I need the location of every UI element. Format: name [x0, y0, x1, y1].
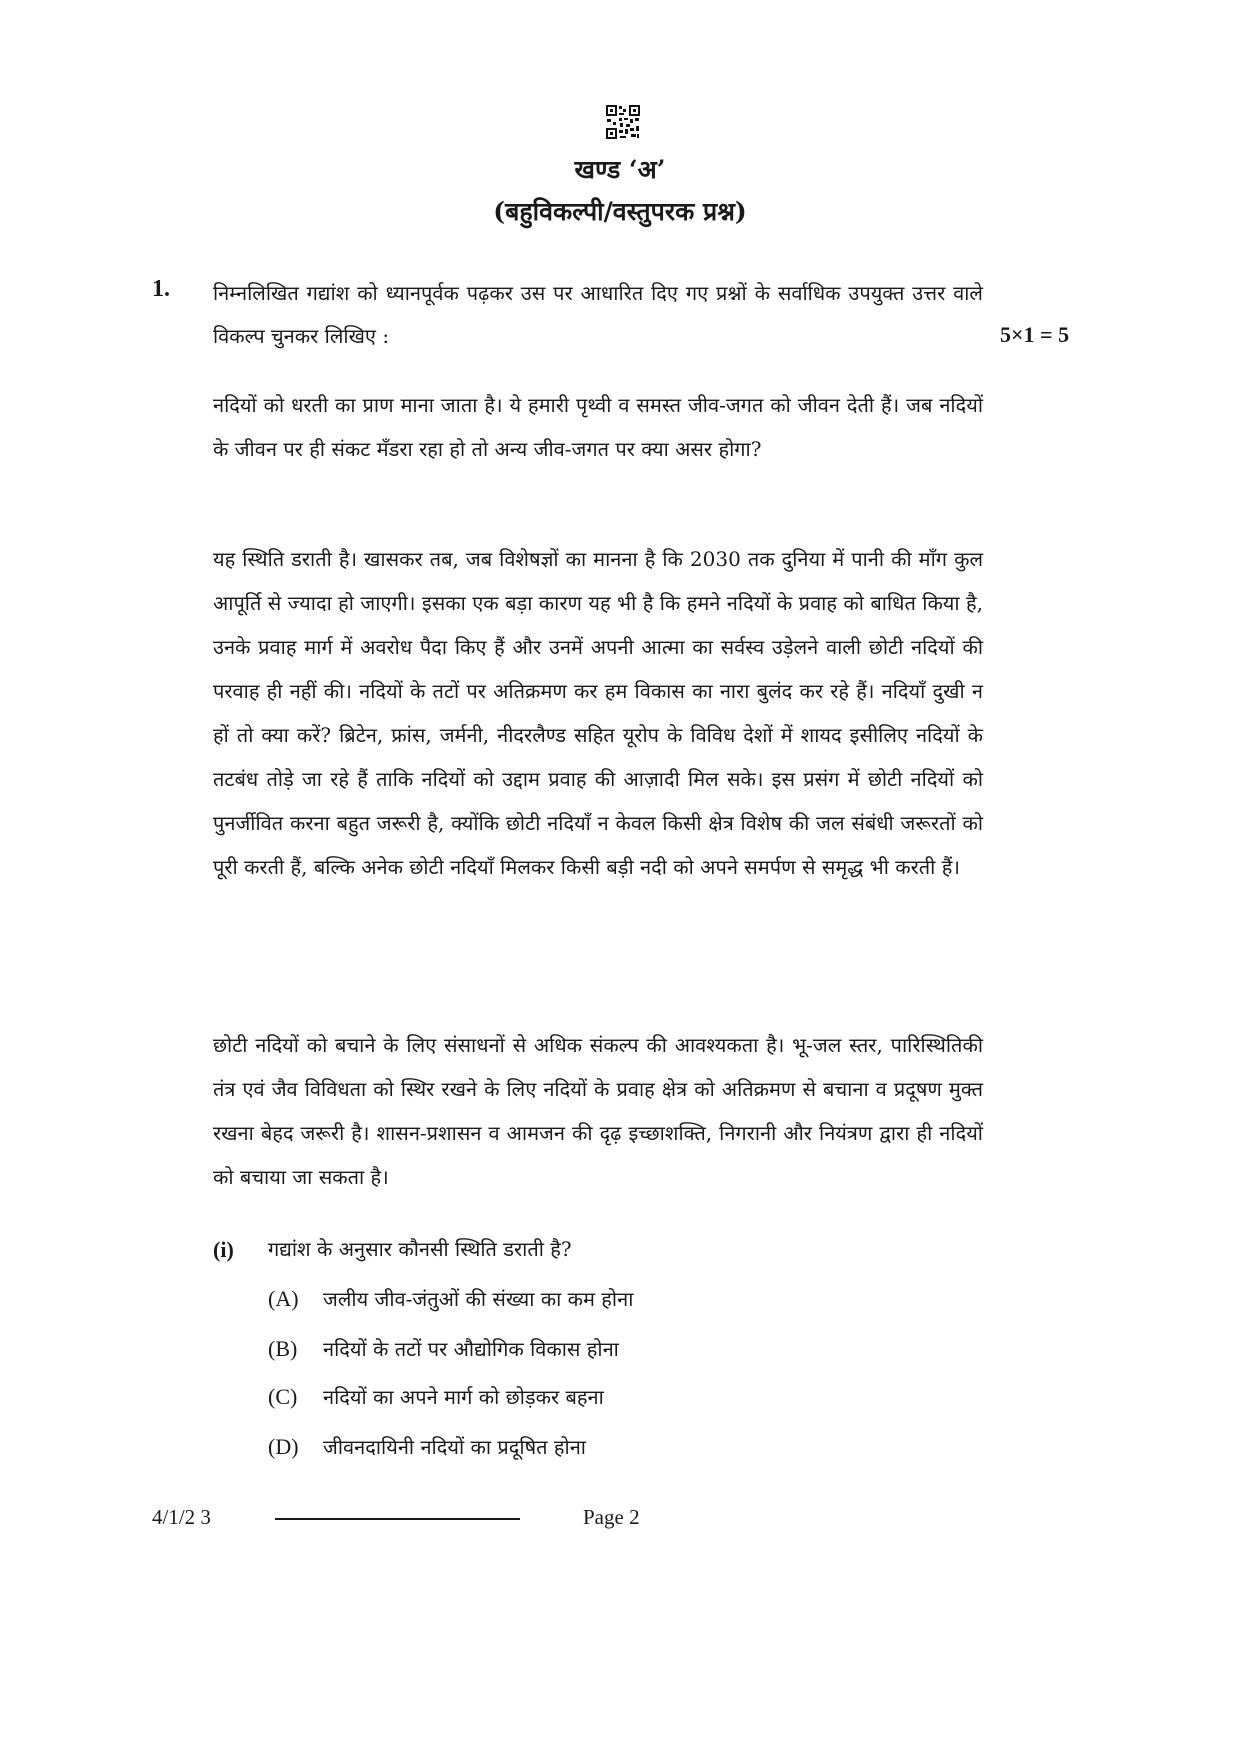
question-number: 1. [152, 276, 170, 302]
footer-divider [275, 1518, 520, 1520]
page-number: Page 2 [583, 1505, 640, 1529]
option-text: नदियों के तटों पर औद्योगिक विकास होना [323, 1337, 619, 1361]
option-letter: (C) [268, 1384, 298, 1409]
passage-paragraph-1: नदियों को धरती का प्राण माना जाता है। ये हमारी पृथ्वी व समस्त जीव-जगत को जीवन देती हैं। जब नदियों के जीवन पर ही संकट मँडरा रहा हो तो अन्य जीव-जगत पर क्या असर होगा? [213, 393, 983, 461]
section-subtitle: (बहुविकल्पी/वस्तुपरक प्रश्न) [493, 197, 747, 226]
option-a [268, 1285, 633, 1312]
qr-code-icon [605, 104, 641, 140]
sub-question-text: गद्यांश के अनुसार कौनसी स्थिति डराती है? [268, 1237, 572, 1261]
paper-code: 4/1/2 3 [152, 1505, 211, 1529]
section-title: खण्ड ‘अ’ [574, 155, 666, 184]
option-text: जीवनदायिनी नदियों का प्रदूषित होना [323, 1435, 586, 1459]
passage-paragraph-2: यह स्थिति डराती है। खासकर तब, जब विशेषज्ञों का मानना है कि 2030 तक दुनिया में पानी की माँग कुल आपूर्ति से ज्यादा हो जाएगी। इसका एक बड़ा कारण यह भी है कि हमने नदियों के प्रवाह को बाधित किया है, उनके प्रवाह मार्ग में अवरोध पैदा किए हैं और उनमें अपनी आत्मा का सर्वस्व उड़ेलने वाली छोटी नदियों की परवाह ही नहीं की। नदियों के तटों पर अतिक्रमण कर हम विकास का नारा बुलंद कर रहे हैं। नदियाँ दुखी न हों तो क्या करें? ब्रिटेन, फ्रांस, जर्मनी, नीदरलैण्ड सहित यूरोप के विविध देशों में शायद इसीलिए नदियों के तटबंध तोड़े जा रहे हैं ताकि नदियों को उद्दाम प्रवाह की आज़ादी मिल सके। इस प्रसंग में छोटी नदियों को पुनर्जीवित करना बहुत जरूरी है, क्योंकि छोटी नदियाँ न केवल किसी क्षेत्र विशेष की जल संबंधी जरूरतों को पूरी करती हैं, बल्कि अनेक छोटी नदियाँ मिलकर किसी बड़ी नदी को अपने समर्पण से समृद्ध भी करती हैं। [213, 547, 983, 879]
question-instruction: निम्नलिखित गद्यांश को ध्यानपूर्वक पढ़कर उस पर आधारित दिए गए प्रश्नों के सर्वाधिक उपयुक्त उत्तर वाले विकल्प चुनकर लिखिए : [213, 281, 983, 348]
option-text: नदियों का अपने मार्ग को छोड़कर बहना [323, 1385, 604, 1409]
question-marks: 5×1 = 5 [1000, 322, 1070, 347]
option-b [268, 1335, 619, 1362]
sub-question-number: (i) [213, 1237, 234, 1262]
option-letter: (B) [268, 1336, 298, 1361]
passage-paragraph-3: छोटी नदियों को बचाने के लिए संसाधनों से अधिक संकल्प की आवश्यकता है। भू-जल स्तर, पारिस्थितिकी तंत्र एवं जैव विविधता को स्थिर रखने के लिए नदियों के प्रवाह क्षेत्र को अतिक्रमण से बचाना व प्रदूषण मुक्त रखना बेहद जरूरी है। शासन-प्रशासन व आमजन की दृढ़ इच्छाशक्ति, निगरानी और नियंत्रण द्वारा ही नदियों को बचाया जा सकता है। [213, 1033, 983, 1189]
option-text: जलीय जीव-जंतुओं की संख्या का कम होना [323, 1287, 634, 1311]
option-letter: (D) [268, 1434, 299, 1459]
option-c [268, 1383, 604, 1410]
option-d [268, 1433, 586, 1460]
option-letter: (A) [268, 1286, 299, 1311]
